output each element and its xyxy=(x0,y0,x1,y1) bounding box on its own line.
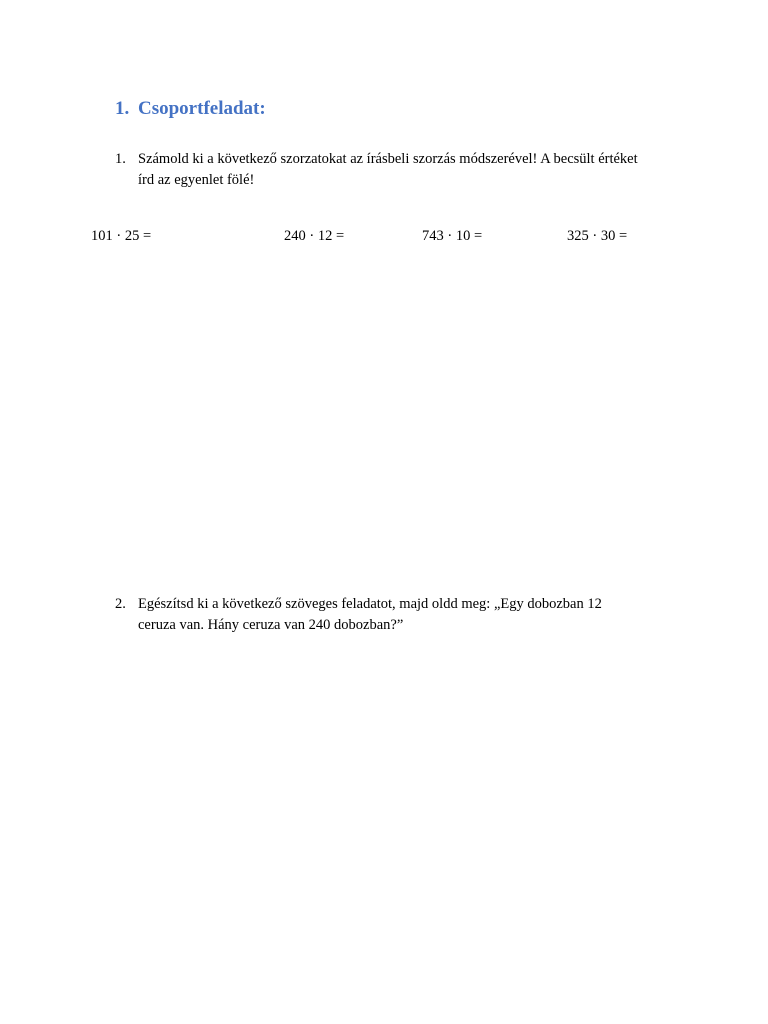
task-number: 1. xyxy=(115,151,126,167)
task-text-line: Számold ki a következő szorzatokat az írásbeli szorzás módszerével! A becsült értéket xyxy=(138,151,638,167)
multiplication-expression: 240 · 12 = xyxy=(284,228,345,244)
multiplication-expression: 743 · 10 = xyxy=(422,228,483,244)
multiplication-expression: 325 · 30 = xyxy=(567,228,628,244)
multiplication-expression: 101 · 25 = xyxy=(91,228,152,244)
heading-title: Csoportfeladat: xyxy=(138,98,266,119)
task-item-1 xyxy=(115,149,683,191)
task-number: 2. xyxy=(115,596,126,612)
task-text-line: írd az egyenlet fölé! xyxy=(138,172,255,188)
task-text xyxy=(138,149,683,191)
task-text xyxy=(138,594,683,636)
task-item-2 xyxy=(115,594,683,636)
task-text-line: ceruza van. Hány ceruza van 240 dobozban?” xyxy=(138,617,404,633)
heading-number: 1. xyxy=(115,98,130,119)
section-heading xyxy=(115,98,266,120)
task-text-line: Egészítsd ki a következő szöveges feladatot, majd oldd meg: „Egy dobozban 12 xyxy=(138,596,602,612)
